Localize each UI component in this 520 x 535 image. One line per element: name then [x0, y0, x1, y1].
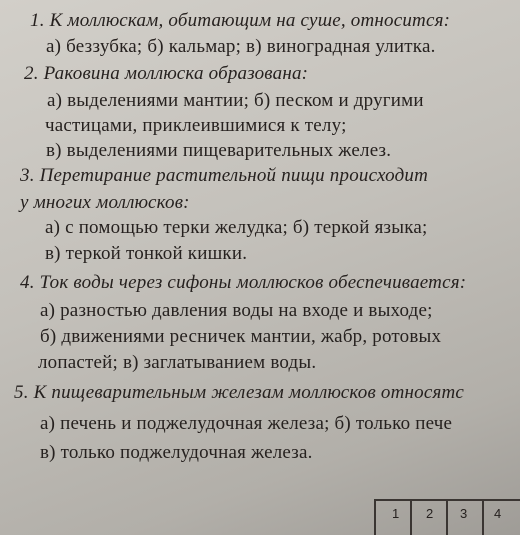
answer-table-header-4: 4 — [494, 506, 502, 521]
question-2-answer-line-2: частицами, приклеившимися к телу; — [45, 115, 347, 136]
answer-table-header-3: 3 — [460, 506, 468, 521]
question-1-answers: а) беззубка; б) кальмар; в) виноградная улитка. — [46, 36, 436, 57]
question-3-answer-line-1: а) с помощью терки желудка; б) теркой языка; — [45, 217, 428, 238]
question-5: 5. К пищеварительным железам моллюсков относятс — [14, 382, 465, 403]
answer-table — [374, 499, 520, 535]
answer-table-header-2: 2 — [426, 506, 434, 521]
answer-table-cell — [374, 501, 400, 535]
question-4: 4. Ток воды через сифоны моллюсков обеспечивается: — [20, 272, 467, 293]
question-1: 1. К моллюскам, обитающим на суше, относится: — [30, 10, 451, 31]
question-4-answer-line-3: лопастей; в) заглатыванием воды. — [38, 352, 317, 373]
answer-table-cell — [482, 501, 502, 535]
answer-table-cell — [410, 501, 434, 535]
answer-table-cell — [446, 501, 468, 535]
question-5-answer-line-1: а) печень и поджелудочная железа; б) только пече — [40, 413, 453, 434]
question-5-answer-line-2: в) только поджелудочная железа. — [40, 442, 313, 463]
question-2-answer-line-3: в) выделениями пищеварительных желез. — [46, 140, 392, 161]
question-4-answer-line-1: а) разностью давления воды на входе и выходе; — [40, 300, 433, 321]
answer-table-header-1: 1 — [392, 506, 400, 521]
question-3-line-2: у многих моллюсков: — [20, 192, 190, 213]
question-4-answer-line-2: б) движениями ресничек мантии, жабр, ротовых — [40, 326, 442, 347]
question-2-answer-line-1: а) выделениями мантии; б) песком и другими — [47, 90, 424, 111]
question-3-answer-line-2: в) теркой тонкой кишки. — [45, 243, 248, 264]
question-2: 2. Раковина моллюска образована: — [24, 63, 309, 84]
question-3-line-1: 3. Перетирание растительной пищи происходит — [20, 165, 429, 186]
